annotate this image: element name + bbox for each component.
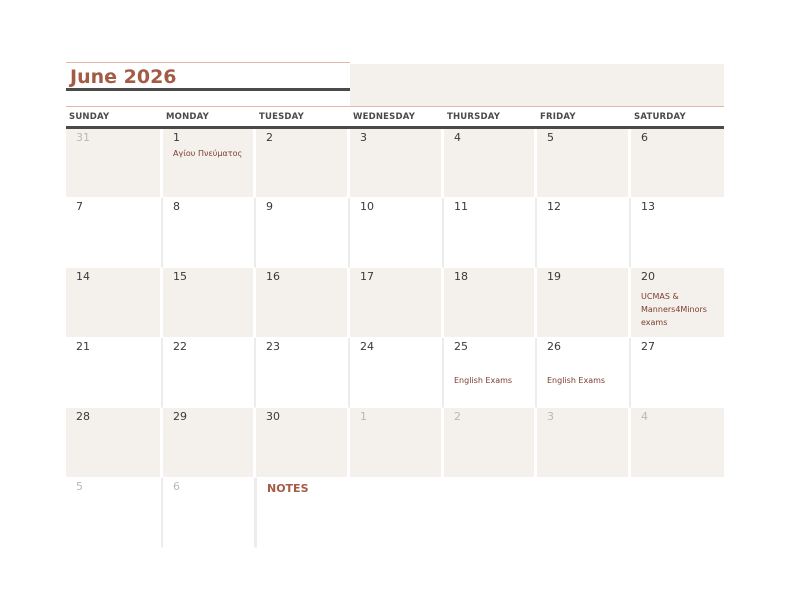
weekday-saturday: SATURDAY [634, 112, 686, 122]
day-number: 30 [266, 410, 280, 423]
weekday-sunday: SUNDAY [69, 112, 110, 122]
day-cell[interactable] [256, 268, 350, 338]
day-number: 3 [360, 131, 367, 144]
day-cell[interactable] [256, 129, 350, 198]
day-cell[interactable] [66, 129, 163, 198]
day-cell[interactable] [537, 268, 631, 338]
day-cell[interactable] [163, 478, 256, 548]
day-cell[interactable] [163, 268, 256, 338]
day-number: 3 [547, 410, 554, 423]
day-cell[interactable] [66, 338, 163, 408]
day-cell[interactable] [256, 408, 350, 478]
day-number: 28 [76, 410, 90, 423]
day-cell[interactable] [256, 338, 350, 408]
day-number: 4 [454, 131, 461, 144]
day-cell[interactable] [163, 198, 256, 268]
day-number: 2 [454, 410, 461, 423]
day-number: 1 [173, 131, 180, 144]
day-cell[interactable] [350, 129, 444, 198]
day-number: 7 [76, 200, 83, 213]
weekday-tuesday: TUESDAY [259, 112, 305, 122]
day-number: 6 [641, 131, 648, 144]
calendar-grid [66, 129, 724, 548]
day-cell[interactable] [631, 129, 724, 198]
title-underline [66, 88, 350, 91]
day-cell[interactable] [631, 338, 724, 408]
day-number: 9 [266, 200, 273, 213]
day-number: 18 [454, 270, 468, 283]
day-number: 12 [547, 200, 561, 213]
day-number: 25 [454, 340, 468, 353]
day-cell[interactable] [163, 408, 256, 478]
day-cell[interactable] [163, 338, 256, 408]
day-cell[interactable] [537, 338, 631, 408]
day-cell[interactable] [66, 198, 163, 268]
day-cell[interactable] [537, 408, 631, 478]
day-cell[interactable] [350, 268, 444, 338]
notes-area[interactable] [256, 478, 724, 548]
day-cell[interactable] [163, 129, 256, 198]
day-number: 1 [360, 410, 367, 423]
weekday-header [66, 108, 724, 126]
day-cell[interactable] [631, 408, 724, 478]
event-label[interactable]: UCMAS & Manners4Minors exams [641, 292, 707, 327]
day-number: 4 [641, 410, 648, 423]
event-label[interactable]: Αγίου Πνεύματος [173, 149, 243, 158]
day-cell[interactable] [444, 198, 537, 268]
day-number: 29 [173, 410, 187, 423]
weekday-monday: MONDAY [166, 112, 209, 122]
day-number: 27 [641, 340, 655, 353]
header-band [350, 64, 724, 106]
day-number: 16 [266, 270, 280, 283]
day-cell[interactable] [66, 268, 163, 338]
day-cell[interactable] [444, 408, 537, 478]
day-number: 2 [266, 131, 273, 144]
day-cell[interactable] [350, 408, 444, 478]
day-number: 21 [76, 340, 90, 353]
notes-label: NOTES [267, 482, 309, 495]
day-cell[interactable] [66, 478, 163, 548]
weekday-top-rule [66, 106, 724, 107]
day-number: 17 [360, 270, 374, 283]
weekday-thursday: THURSDAY [447, 112, 501, 122]
day-number: 23 [266, 340, 280, 353]
weekday-friday: FRIDAY [540, 112, 576, 122]
day-cell[interactable] [537, 129, 631, 198]
day-number: 31 [76, 131, 90, 144]
day-cell[interactable] [631, 268, 724, 338]
day-number: 15 [173, 270, 187, 283]
weekday-wednesday: WEDNESDAY [353, 112, 416, 122]
month-title: June 2026 [70, 66, 177, 88]
day-number: 6 [173, 480, 180, 493]
day-number: 19 [547, 270, 561, 283]
day-number: 20 [641, 270, 655, 283]
day-number: 8 [173, 200, 180, 213]
day-number: 13 [641, 200, 655, 213]
day-number: 26 [547, 340, 561, 353]
day-cell[interactable] [537, 198, 631, 268]
day-cell[interactable] [631, 198, 724, 268]
event-label[interactable]: English Exams [547, 376, 606, 385]
day-cell[interactable] [444, 129, 537, 198]
day-number: 24 [360, 340, 374, 353]
event-label[interactable]: English Exams [454, 376, 513, 385]
day-cell[interactable] [444, 338, 537, 408]
day-cell[interactable] [256, 198, 350, 268]
day-cell[interactable] [444, 268, 537, 338]
day-cell[interactable] [66, 408, 163, 478]
day-number: 10 [360, 200, 374, 213]
day-number: 5 [76, 480, 83, 493]
day-number: 22 [173, 340, 187, 353]
day-cell[interactable] [350, 338, 444, 408]
day-number: 5 [547, 131, 554, 144]
day-number: 11 [454, 200, 468, 213]
day-cell[interactable] [350, 198, 444, 268]
day-number: 14 [76, 270, 90, 283]
